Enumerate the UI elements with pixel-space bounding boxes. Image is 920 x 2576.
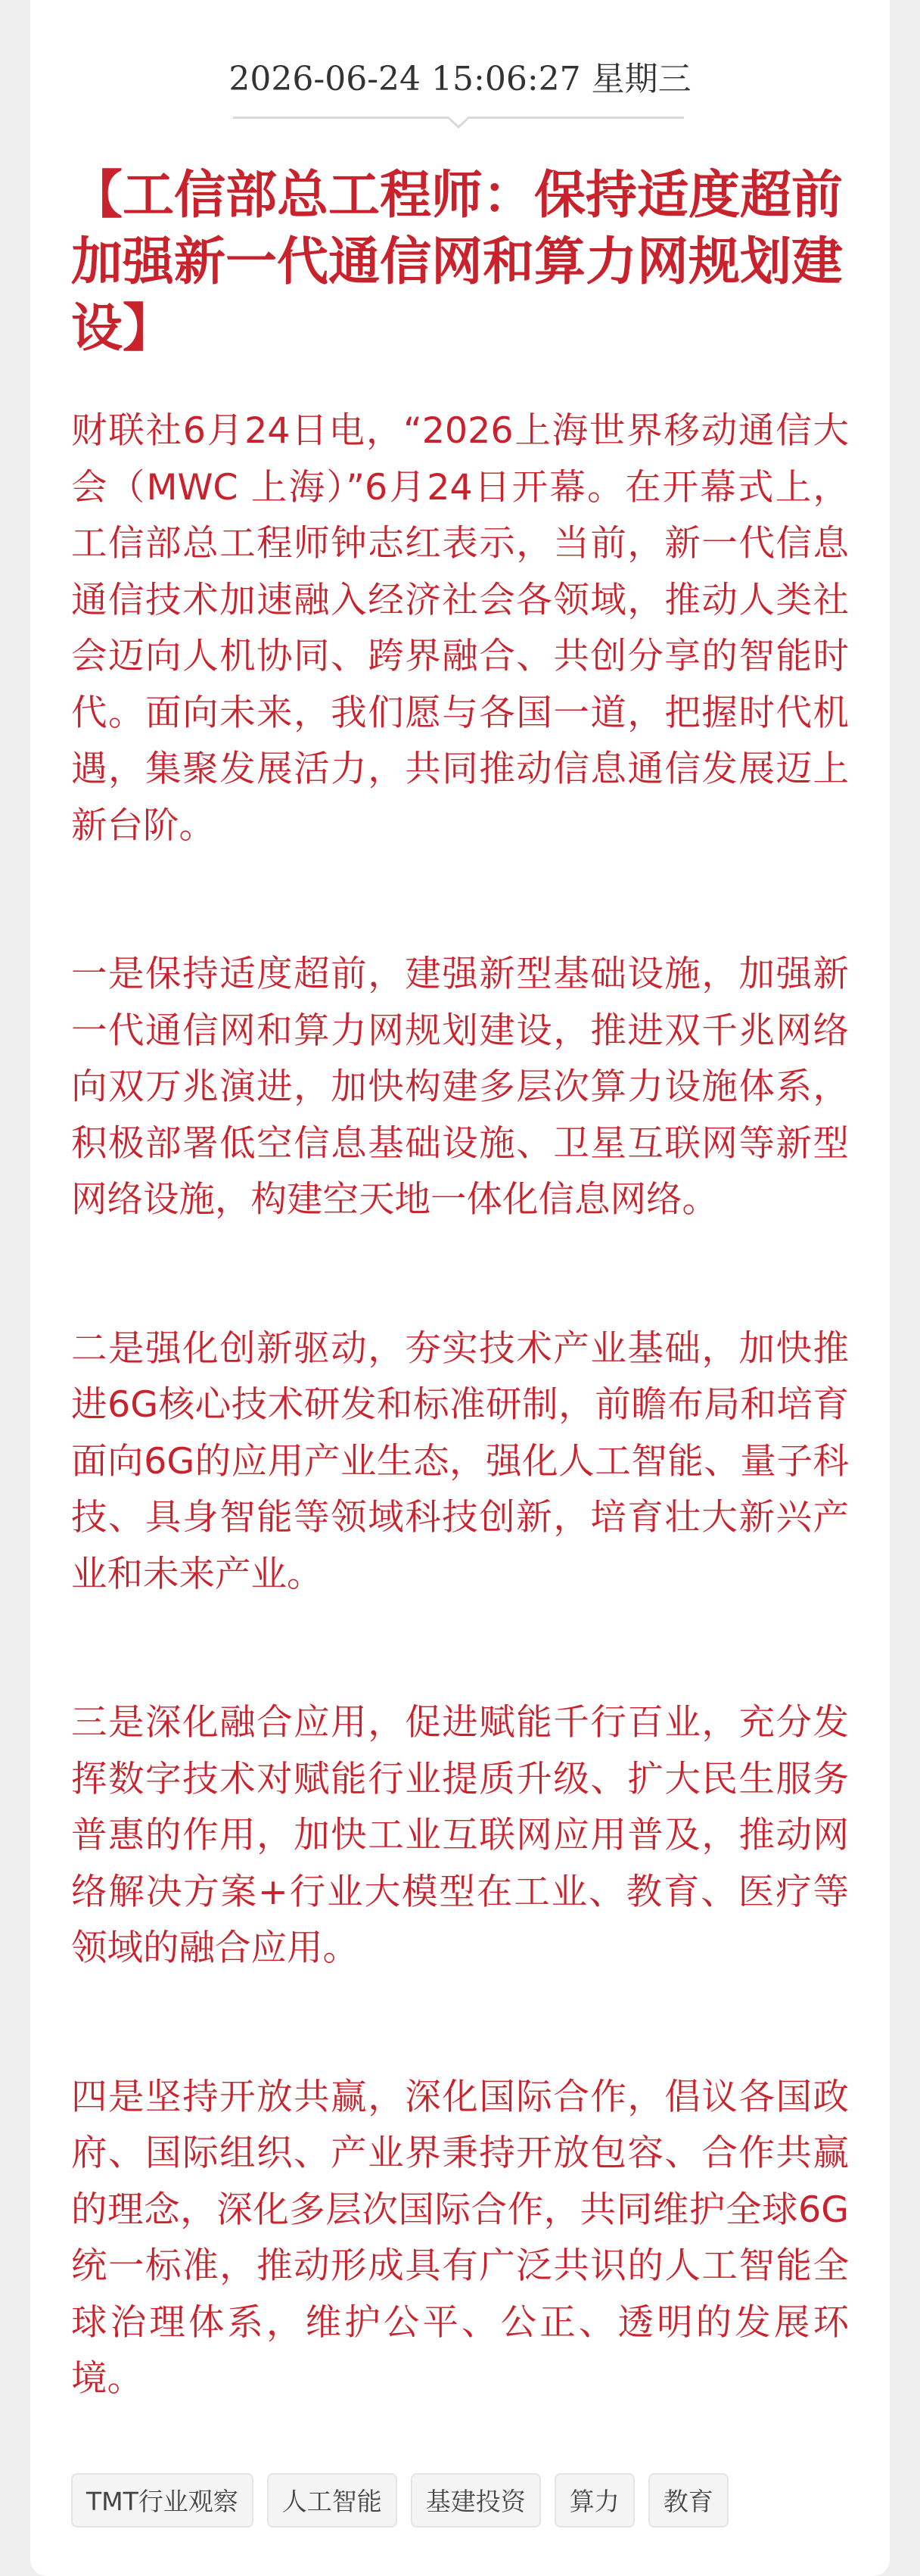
paragraph-point-3: 三是深化融合应用，促进赋能千行百业，充分发挥数字技术对赋能行业提质升级、扩大民生服务普惠的作用，加快工业互联网应用普及，推动网络解决方案+行业大模型在工业、教育、医疗等领域的融合应用。 xyxy=(71,1702,849,1969)
paragraph-point-4: 四是坚持开放共赢，深化国际合作，倡议各国政府、国际组织、产业界秉持开放包容、合作共赢的理念，深化多层次国际合作，共同维护全球6G统一标准，推动形成具有广泛共识的人工智能全球治理体系，维护公平、公正、透明的发展环境。 xyxy=(71,2076,849,2400)
paragraph-point-1: 一是保持适度超前，建强新型基础设施，加强新一代通信网和算力网规划建设，推进双千兆网络向双万兆演进，加快构建多层次算力设施体系，积极部署低空信息基础设施、卫星互联网等新型网络设施，构建空天地一体化信息网络。 xyxy=(71,954,849,1221)
article-title: 【工信部总工程师：保持适度超前加强新一代通信网和算力网规划建设】 xyxy=(71,166,844,359)
timestamp: 2026-06-24 15:06:27 星期三 xyxy=(228,60,692,98)
tag-list xyxy=(71,2473,729,2528)
article-header xyxy=(71,0,849,132)
tag-ai[interactable]: 人工智能 xyxy=(267,2473,397,2528)
article-card xyxy=(30,0,890,2576)
tag-tmt[interactable]: TMT行业观察 xyxy=(71,2473,253,2528)
divider-notch-icon xyxy=(447,117,470,130)
paragraph-point-2: 二是强化创新驱动，夯实技术产业基础，加快推进6G核心技术研发和标准研制，前瞻布局和培育面向6G的应用产业生态，强化人工智能、量子科技、具身智能等领域科技创新，培育壮大新兴产业和未来产业。 xyxy=(71,1327,849,1595)
tag-computing-power[interactable]: 算力 xyxy=(555,2473,635,2528)
tag-infrastructure[interactable]: 基建投资 xyxy=(411,2473,541,2528)
paragraph-intro: 财联社6月24日电，“2026上海世界移动通信大会（MWC 上海）”6月24日开幕。在开幕式上，工信部总工程师钟志红表示，当前，新一代信息通信技术加速融入经济社会各领域，推动人类社会迈向人机协同、跨界融合、共创分享的智能时代。面向未来，我们愿与各国一道，把握时代机遇，集聚发展活力，共同推动信息通信发展迈上新台阶。 xyxy=(71,410,849,847)
tag-education[interactable]: 教育 xyxy=(648,2473,729,2528)
